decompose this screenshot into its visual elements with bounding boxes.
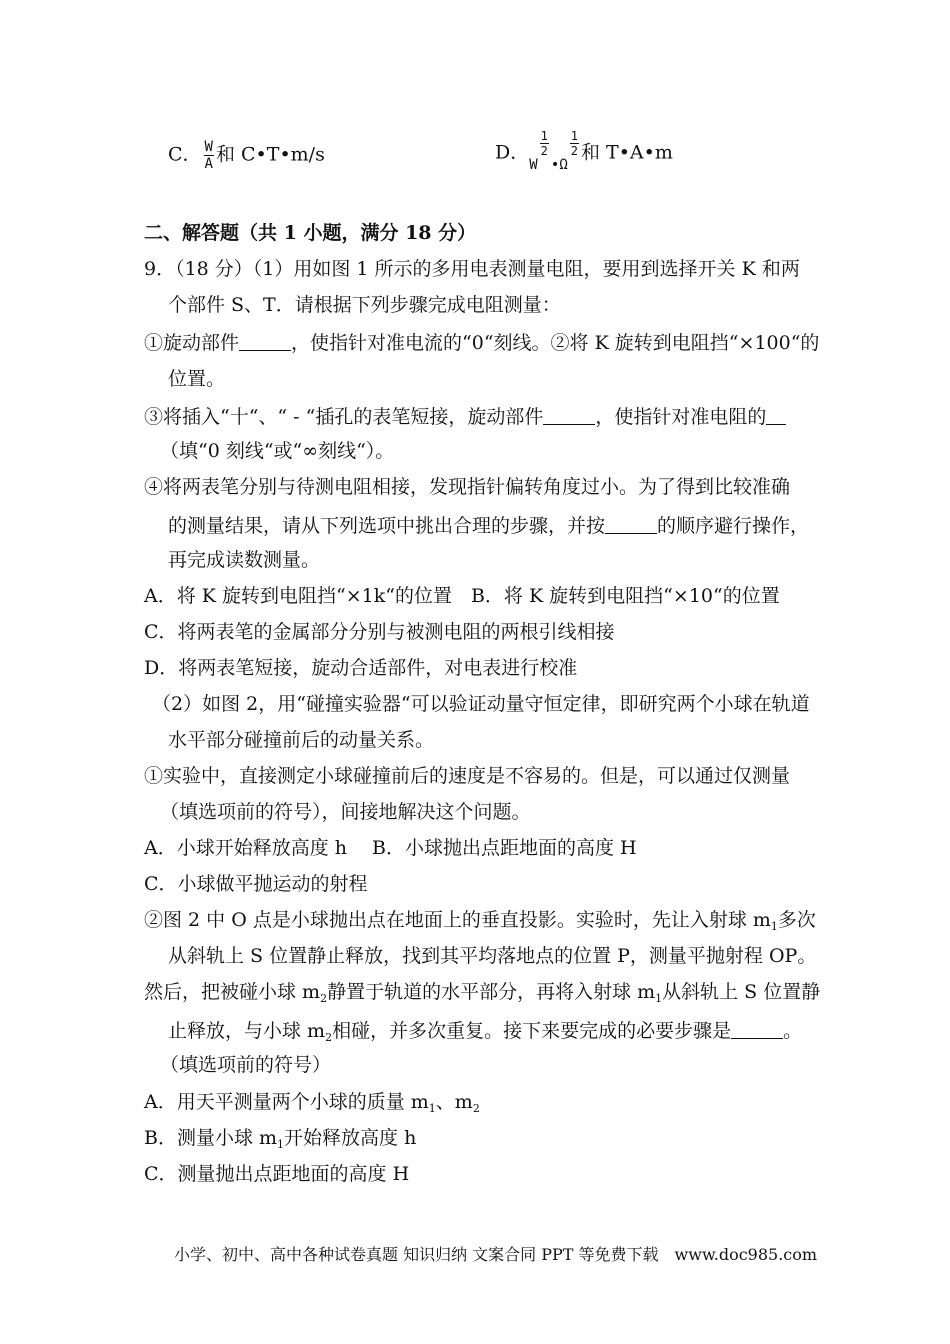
q9-part2-line-7: 然后，把被碰小球 $m_2$静置于轨道的水平部分，再将入射球 $m_1$从斜轨上 S 位置静: [144, 981, 821, 1005]
q9-part2-line-9: （填选项前的符号）: [160, 1054, 332, 1076]
answer-blank[interactable]: [543, 406, 595, 425]
q9-part2-line-5: ②图 2 中 O 点是小球抛出点在地面上的垂直投影。实验时，先让入射球 $m_1$多次: [144, 909, 816, 933]
q9-part2-option-c2: C．测量抛出点距地面的高度 H: [144, 1163, 410, 1185]
q9-part2-line-4: （填选项前的符号），间接地解决这个问题。: [160, 801, 531, 823]
q9-line-3: ①旋动部件 ，使指针对准电流的“0“刻线。②将 K 旋转到电阻挡“×100“的: [144, 332, 820, 354]
q9-option-ab: A．将 K 旋转到电阻挡“×1k“的位置 B．将 K 旋转到电阻挡“×10“的位置: [144, 585, 780, 607]
answer-blank[interactable]: [605, 515, 657, 534]
option-d-text: 和 T•A•m: [581, 141, 673, 164]
option-c-fraction: $\frac{W}{A}$: [204, 139, 213, 172]
answer-blank[interactable]: [766, 406, 786, 425]
q9-part2-option-b: B．测量小球 $m_1$开始释放高度 h: [144, 1127, 417, 1151]
q9-line-1: 9．（18 分）（1）用如图 1 所示的多用电表测量电阻，要用到选择开关 K 和两: [144, 258, 800, 280]
section-heading: 二、解答题（共 1 小题，满分 18 分）: [144, 222, 477, 244]
q9-part2-option-c: C．小球做平抛运动的射程: [144, 873, 368, 895]
q9-part2-option-a: A．用天平测量两个小球的质量 $m_1$、$m_2$: [144, 1091, 480, 1115]
option-d: D．$_W$ $\frac{1}{2}$ $_{•\Omega}$ $\frac{1}{2}$ 和 T•A•m: [495, 129, 673, 173]
option-c: [168, 140, 325, 171]
q9-line-2: 个部件 S、T．请根据下列步骤完成电阻测量：: [168, 294, 561, 316]
q9-option-c: C．将两表笔的金属部分分别与被测电阻的两根引线相接: [144, 621, 615, 643]
q9-part2-line-8: 止释放，与小球 $m_2$相碰，并多次重复。接下来要完成的必要步骤是 。: [168, 1020, 803, 1044]
q9-line-7: ④将两表笔分别与待测电阻相接，发现指针偏转角度过小。为了得到比较准确: [144, 476, 791, 498]
q9-line-5: ③将插入“十“、“ - “插孔的表笔短接，旋动部件 ，使指针对准电阻的: [144, 406, 786, 427]
option-c-label: C．: [168, 143, 202, 166]
q9-part2-line-3: ①实验中，直接测定小球碰撞前后的速度是不容易的。但是，可以通过仅测量: [144, 765, 791, 787]
q9-line-8: 的测量结果，请从下列选项中挑出合理的步骤，并按 的顺序避行操作，: [168, 515, 810, 537]
q9-part2-line-1: （2）如图 2，用“碰撞实验器“可以验证动量守恒定律，即研究两个小球在轨道: [152, 693, 810, 715]
answer-blank[interactable]: [239, 332, 291, 351]
option-d-label: D．: [495, 141, 530, 164]
q9-line-9: 再完成读数测量。: [168, 549, 321, 571]
answer-blank[interactable]: [731, 1020, 783, 1039]
q9-part2-line-2: 水平部分碰撞前后的动量关系。: [168, 729, 435, 751]
q9-line-4: 位置。: [168, 368, 226, 390]
q9-line-6: （填“0 刻线“或“∞刻线“）。: [160, 440, 395, 462]
q9-part2-line-6: 从斜轨上 S 位置静止释放，找到其平均落地点的位置 P，测量平抛射程 OP。: [168, 945, 817, 967]
q9-part2-option-ab: A．小球开始释放高度 h B．小球抛出点距地面的高度 H: [144, 837, 637, 859]
page-footer: 小学、初中、高中各种试卷真题 知识归纳 文案合同 PPT 等免费下载 www.doc985.com: [174, 1245, 818, 1264]
q9-option-d: D．将两表笔短接，旋动合适部件，对电表进行校准: [144, 657, 578, 679]
option-c-text: 和 C•T•m/s: [215, 143, 325, 166]
